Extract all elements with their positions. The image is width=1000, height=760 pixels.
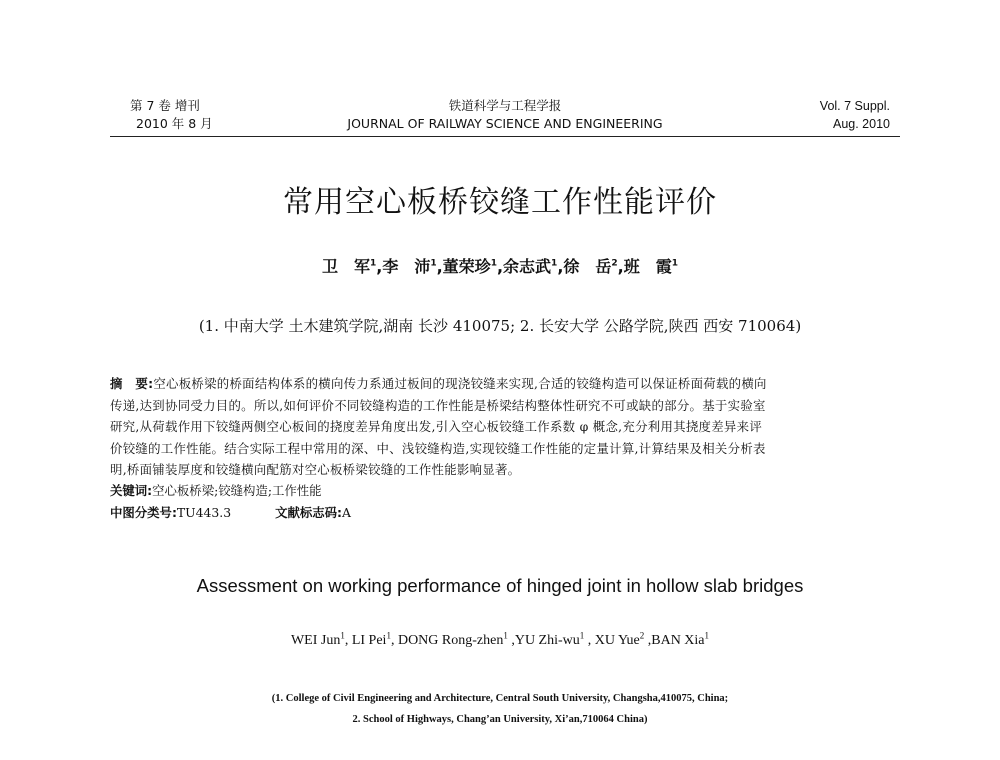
doc-code-label: 文献标志码: xyxy=(275,505,343,520)
clc-label: 中图分类号: xyxy=(110,505,177,520)
author-cn: 李 沛$^1$, xyxy=(382,257,443,276)
author-en: XU Yue$^2$ , xyxy=(594,630,652,648)
header-volume-en: Vol. 7 Suppl. Aug. 2010 xyxy=(819,99,890,131)
author-list-cn xyxy=(0,255,1000,279)
abstract-line: 研究,从荷载作用下铰缝两侧空心板间的挠度差异角度出发,引入空心板铰缝工作系数 φ 概念,充分利用其挠度差异来评 xyxy=(110,419,763,435)
running-header xyxy=(110,97,900,137)
author-list-en xyxy=(0,630,1000,652)
author-en: DONG Rong-zhen$^1$ , xyxy=(397,630,515,648)
abstract-line: 价铰缝的工作性能。结合实际工程中常用的深、中、浅铰缝构造,实现铰缝工作性能的定量计算,计算结果及相关分析表 xyxy=(110,440,766,456)
clc-value: TU443.3 xyxy=(176,505,232,520)
author-en: BAN Xia$^1$ xyxy=(651,630,710,648)
abstract-line: 摘 要:空心板桥梁的桥面结构体系的横向传力系通过板间的现浇铰缝来实现,合适的铰缝构造可以保证桥面荷载的横向 xyxy=(110,376,767,391)
header-journal-name: 铁道科学与工程学报 JOURNAL OF RAILWAY SCIENCE AND ENGINEERING xyxy=(347,98,663,131)
author-cn: 卫 军$^1$, xyxy=(321,257,383,276)
paper-title-en: Assessment on working performance of hinged joint in hollow slab bridges xyxy=(196,575,804,596)
author-en: WEI Jun$^1$, xyxy=(290,630,352,648)
abstract-line: 传递,达到协同受力目的。所以,如何评价不同铰缝构造的工作性能是桥梁结构整体性研究不可或缺的部分。基于实验室 xyxy=(110,397,766,413)
keywords-value: 空心板桥梁;铰缝构造;工作性能 xyxy=(152,483,322,498)
keywords-label: 关键词: xyxy=(110,483,153,498)
header-volume-cn: 第 7 卷 增刊 2010 年 8 月 xyxy=(130,98,213,131)
author-cn: 余志武$^1$, xyxy=(503,257,564,276)
classification-line xyxy=(110,502,351,524)
abstract-line: 明,桥面铺装厚度和铰缝横向配筋对空心板桥梁铰缝的工作性能影响显著。 xyxy=(110,462,521,478)
affiliation-cn: (1. 中南大学 土木建筑学院,湖南 长沙 410075; 2. 长安大学 公路学院,陕西 西安 710064) xyxy=(198,317,802,335)
author-en: LI Pei$^1$, xyxy=(351,630,398,648)
author-en: YU Zhi-$wu^1$ , xyxy=(514,630,595,648)
header-rule xyxy=(110,136,900,137)
author-cn: 班 霞$^1$ xyxy=(623,257,679,276)
affiliation-en xyxy=(0,688,1000,730)
doc-code-value: A xyxy=(342,505,351,520)
abstract-label: 摘 要: xyxy=(110,376,154,391)
keywords-cn xyxy=(110,480,322,502)
paper-title-cn: 常用空心板桥铰缝工作性能评价 xyxy=(283,185,717,220)
author-cn: 徐 岳$^2$, xyxy=(563,257,624,276)
author-cn: 董荣珍$^1$, xyxy=(442,257,504,276)
abstract-cn xyxy=(110,373,900,481)
affiliation-en-line: (1. College of Civil Engineering and Architecture, Central South University, Changsha,410075, China; xyxy=(271,693,729,704)
affiliation-en-line: 2. School of Highways, Chang’an University, Xi’an,710064 China) xyxy=(352,714,648,725)
